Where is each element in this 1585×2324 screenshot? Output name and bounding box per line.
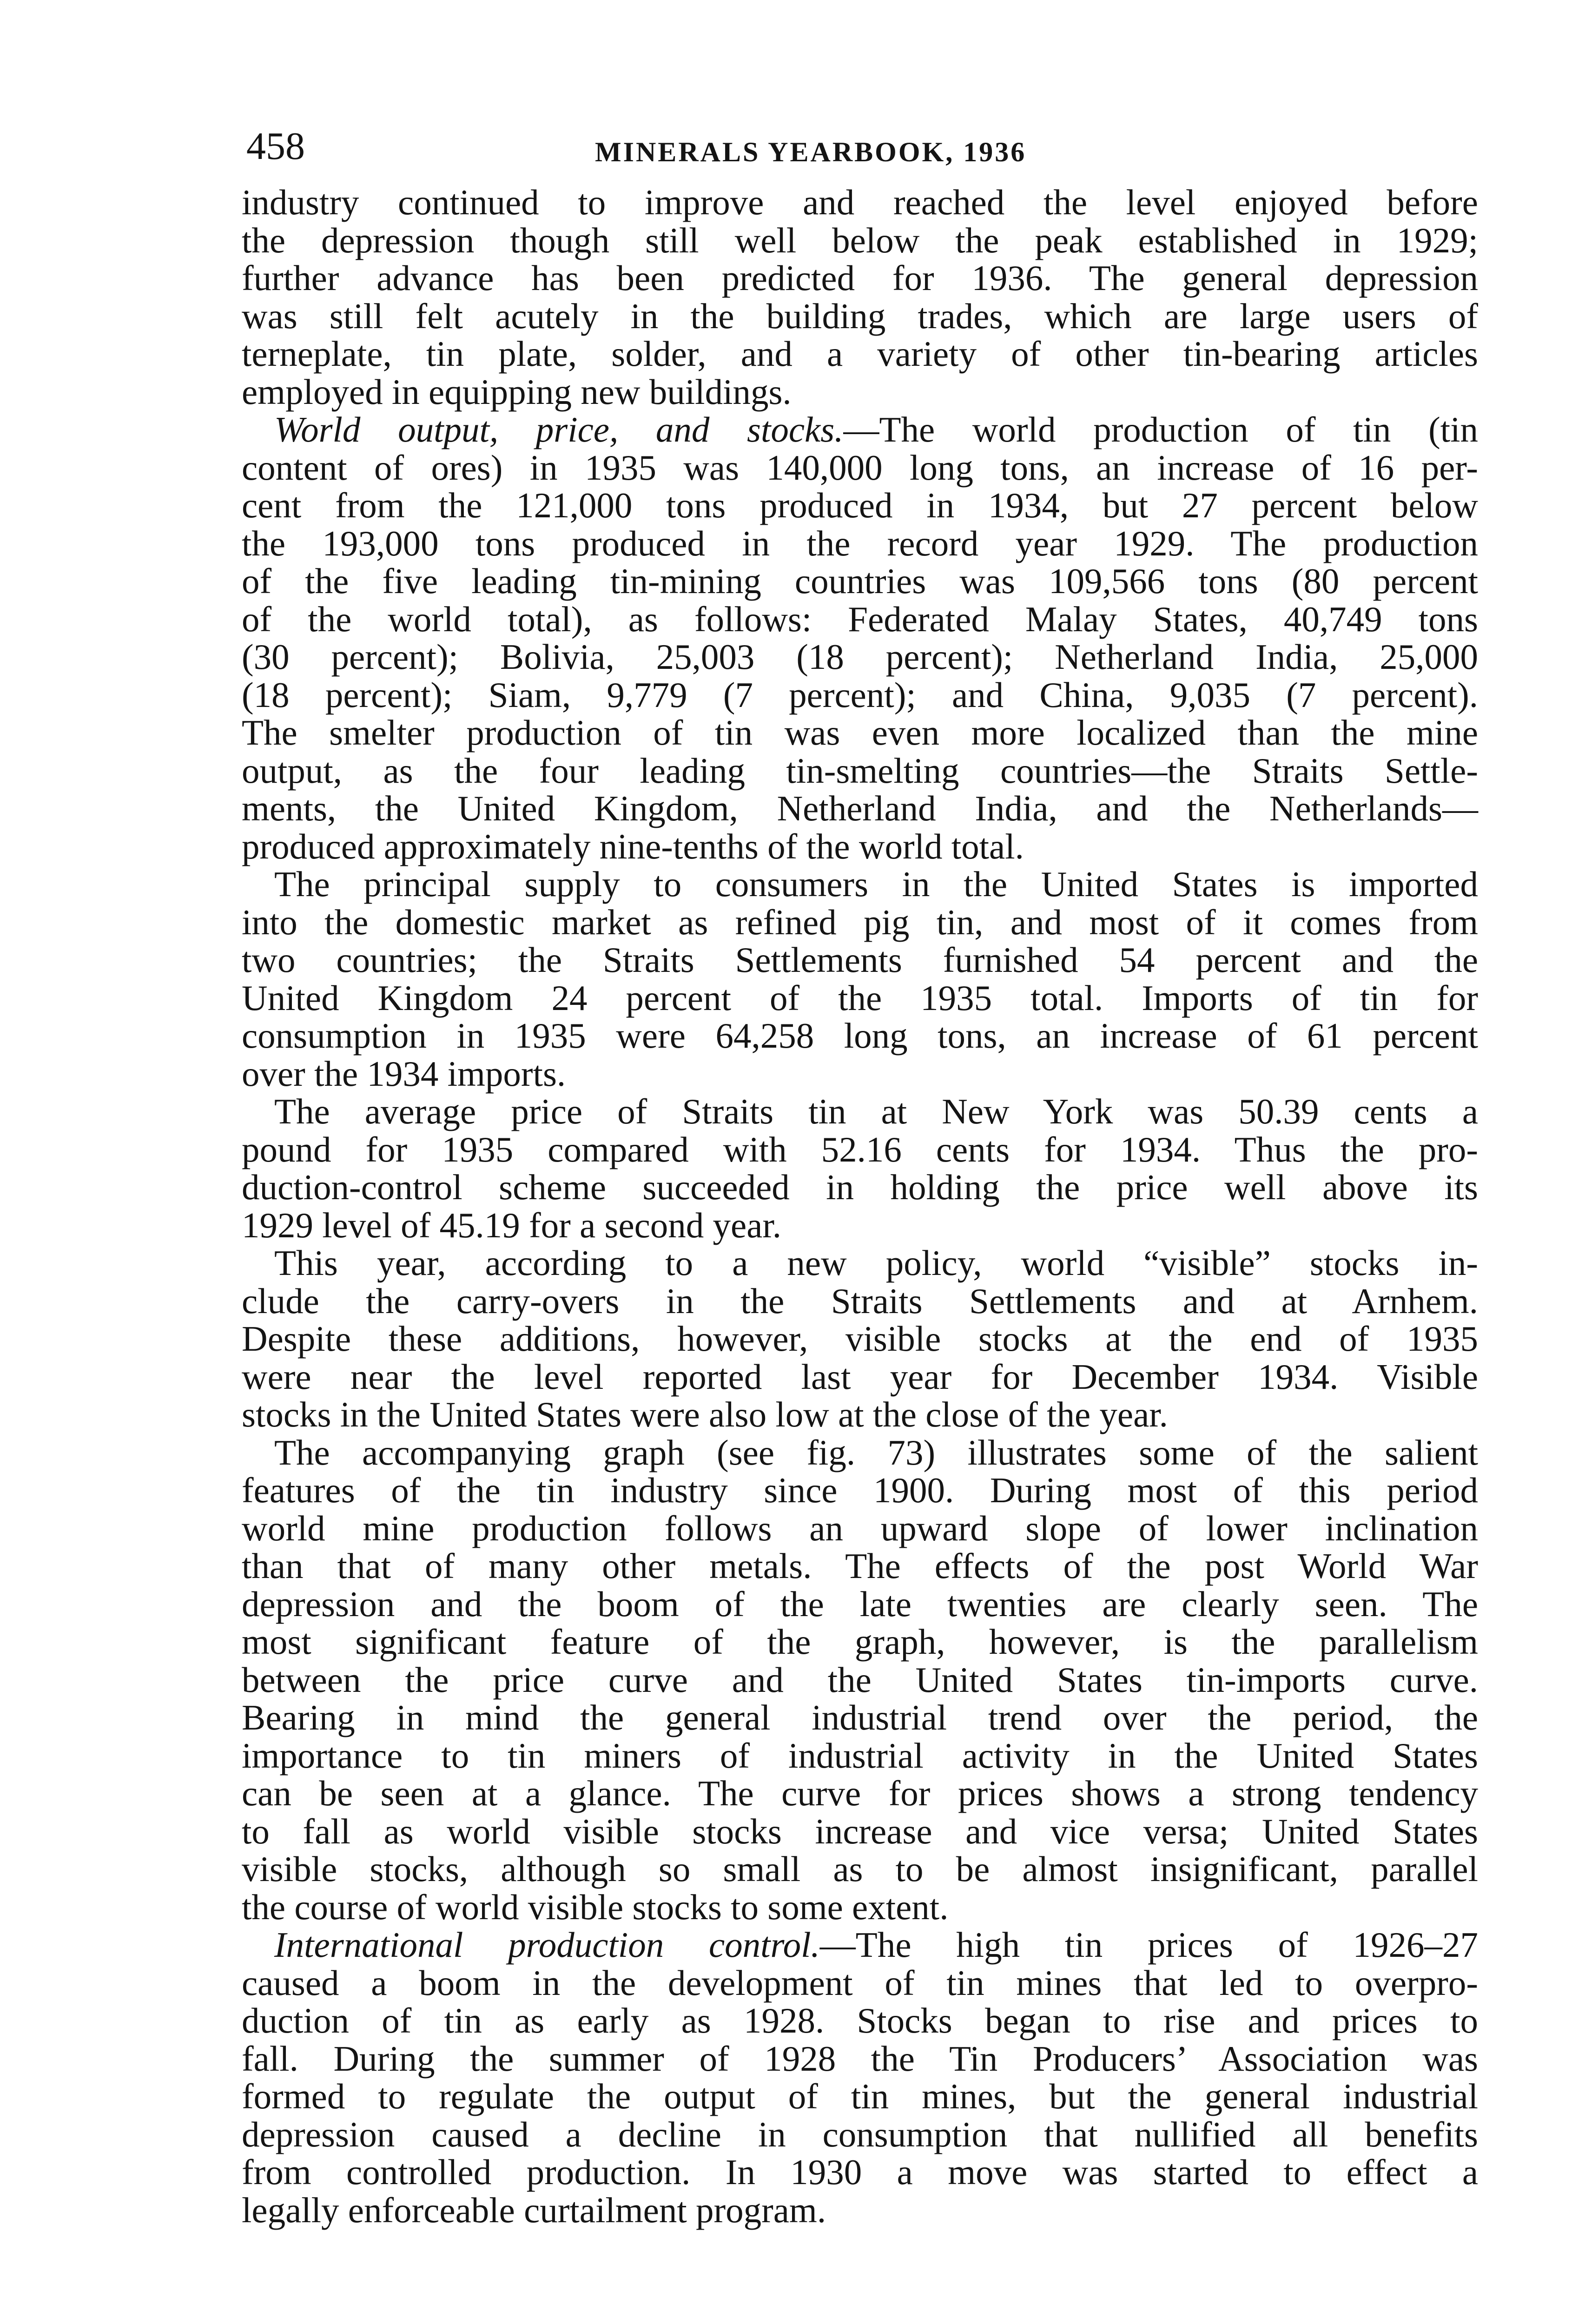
- text-line: Despite these additions, however, visible stocks at the end of 1935: [242, 1319, 1478, 1359]
- text-line: the course of world visible stocks to some extent.: [242, 1887, 949, 1927]
- text-line: produced approximately nine-tenths of the world total.: [242, 826, 1024, 866]
- text-line: depression and the boom of the late twenties are clearly seen. The: [242, 1584, 1478, 1624]
- paragraph-principal-supply: [242, 865, 1478, 1093]
- text-line: to fall as world visible stocks increase and vice versa; United States: [242, 1811, 1478, 1851]
- text-line: cent from the 121,000 tons produced in 1934, but 27 percent below: [242, 485, 1478, 525]
- text-line: can be seen at a glance. The curve for prices shows a strong tendency: [242, 1773, 1478, 1813]
- text-line: The accompanying graph (see fig. 73) illustrates some of the salient: [274, 1432, 1478, 1472]
- paragraph-industry: [242, 184, 1478, 411]
- run-in-heading: International production control.: [274, 1925, 820, 1965]
- text-run: —The world production of tin (tin: [843, 409, 1479, 449]
- text-line: than that of many other metals. The effects of the post World War: [242, 1546, 1478, 1586]
- page-number: 458: [246, 125, 305, 168]
- text-line: terneplate, tin plate, solder, and a variety of other tin-bearing articles: [242, 334, 1478, 374]
- text-line: visible stocks, although so small as to be almost insignificant, parallel: [242, 1849, 1478, 1889]
- text-run: —The high tin prices of 1926–27: [819, 1925, 1478, 1965]
- text-line: employed in equipping new buildings.: [242, 371, 792, 412]
- run-in-heading: World output, price, and stocks.: [274, 409, 844, 449]
- running-title: MINERALS YEARBOOK, 1936: [595, 137, 1027, 167]
- paragraph-graph: [242, 1434, 1478, 1927]
- text-line: (30 percent); Bolivia, 25,003 (18 percent); Netherland India, 25,000: [242, 637, 1478, 677]
- paragraph-world-output: [242, 411, 1478, 865]
- text-line: stocks in the United States were also low at the close of the year.: [242, 1394, 1168, 1434]
- text-line: of the five leading tin-mining countries was 109,566 tons (80 percent: [242, 561, 1478, 601]
- text-line: over the 1934 imports.: [242, 1053, 566, 1094]
- text-line: into the domestic market as refined pig tin, and most of it comes from: [242, 902, 1478, 942]
- text-line: between the price curve and the United States tin-imports curve.: [242, 1659, 1478, 1700]
- text-line: from controlled production. In 1930 a move was started to effect a: [242, 2152, 1478, 2192]
- text-line: depression caused a decline in consumption that nullified all benefits: [242, 2114, 1478, 2154]
- text-line: caused a boom in the development of tin mines that led to overpro-: [242, 1962, 1478, 2003]
- text-line: industry continued to improve and reached the level enjoyed before: [242, 182, 1478, 222]
- text-line: content of ores) in 1935 was 140,000 long tons, an increase of 16 per-: [242, 447, 1478, 488]
- text-line: output, as the four leading tin-smelting countries—the Straits Settle-: [242, 750, 1478, 791]
- text-line: consumption in 1935 were 64,258 long tons, an increase of 61 percent: [242, 1016, 1478, 1056]
- text-line: clude the carry-overs in the Straits Settlements and at Arnhem.: [242, 1281, 1478, 1321]
- paragraph-production-control: [242, 1926, 1478, 2229]
- text-line: legally enforceable curtailment program.: [242, 2190, 826, 2230]
- text-line: This year, according to a new policy, world “visible” stocks in-: [274, 1243, 1478, 1283]
- text-line: the 193,000 tons produced in the record year 1929. The production: [242, 523, 1478, 563]
- text-line: ments, the United Kingdom, Netherland India, and the Netherlands—: [242, 788, 1478, 828]
- running-head: [242, 114, 1478, 184]
- text-line: were near the level reported last year for December 1934. Visible: [242, 1356, 1478, 1397]
- text-line: further advance has been predicted for 1936. The general depression: [242, 258, 1478, 298]
- text-line: United Kingdom 24 percent of the 1935 total. Imports of tin for: [242, 977, 1478, 1018]
- paragraph-visible-stocks: [242, 1244, 1478, 1434]
- text-line: world mine production follows an upward slope of lower inclination: [242, 1508, 1478, 1548]
- paragraph-average-price: [242, 1093, 1478, 1244]
- text-line-first: [242, 411, 1478, 449]
- text-line: was still felt acutely in the building trades, which are large users of: [242, 296, 1478, 336]
- text-line: of the world total), as follows: Federated Malay States, 40,749 tons: [242, 599, 1478, 639]
- text-line: two countries; the Straits Settlements furnished 54 percent and the: [242, 940, 1478, 980]
- text-line-first: [242, 1926, 1478, 1964]
- text-line: The smelter production of tin was even more localized than the mine: [242, 713, 1478, 753]
- text-line: features of the tin industry since 1900. During most of this period: [242, 1470, 1478, 1510]
- text-line: Bearing in mind the general industrial trend over the period, the: [242, 1697, 1478, 1737]
- text-line: fall. During the summer of 1928 the Tin Producers’ Association was: [242, 2038, 1478, 2079]
- text-line: The average price of Straits tin at New York was 50.39 cents a: [274, 1091, 1478, 1131]
- text-line: most significant feature of the graph, however, is the parallelism: [242, 1622, 1478, 1662]
- body-text: [242, 184, 1478, 2229]
- text-line: duction-control scheme succeeded in holding the price well above its: [242, 1167, 1478, 1207]
- text-line: The principal supply to consumers in the United States is imported: [274, 864, 1478, 904]
- document-page: [242, 114, 1478, 2229]
- text-line: 1929 level of 45.19 for a second year.: [242, 1205, 782, 1245]
- text-line: formed to regulate the output of tin mines, but the general industrial: [242, 2076, 1478, 2116]
- text-line: the depression though still well below the peak established in 1929;: [242, 220, 1478, 260]
- text-line: pound for 1935 compared with 52.16 cents for 1934. Thus the pro-: [242, 1129, 1478, 1169]
- text-line: (18 percent); Siam, 9,779 (7 percent); and China, 9,035 (7 percent).: [242, 674, 1478, 715]
- text-line: importance to tin miners of industrial activity in the United States: [242, 1735, 1478, 1776]
- text-line: duction of tin as early as 1928. Stocks began to rise and prices to: [242, 2000, 1478, 2040]
